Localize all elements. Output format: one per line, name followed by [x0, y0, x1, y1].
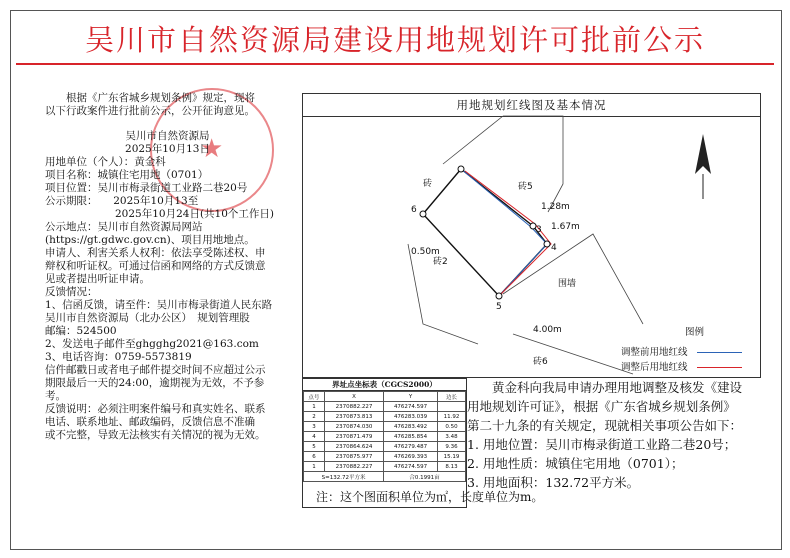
table-cell: 2370875.977	[324, 452, 383, 462]
table-row	[304, 402, 466, 412]
table-row	[304, 462, 466, 472]
table-cell	[438, 402, 466, 412]
issue-date: 2025年10月13日	[125, 143, 210, 155]
table-row	[304, 422, 466, 432]
feedback-line: 邮编：524500	[45, 325, 117, 337]
place-line: 公示地点：吴川市自然资源局网站	[45, 221, 203, 233]
legend-before-label: 调整前用地红线	[621, 347, 688, 358]
table-cell: 1	[304, 402, 325, 412]
neighbor-outline	[443, 116, 503, 164]
table-cell: 476283.492	[384, 422, 438, 432]
table-header: 点号	[304, 392, 325, 402]
remark-line: 或不完整，导致无法核实有关情况的视为无效。	[45, 429, 266, 441]
info-line: 用地规划许可证》，根据《广东省城乡规划条例》	[467, 399, 736, 414]
point-label: 3	[536, 225, 542, 235]
table-cell: 2370874.030	[324, 422, 383, 432]
info-item: 3. 用地面积：132.72平方米。	[467, 475, 640, 490]
table-cell: 476274.597	[384, 402, 438, 412]
feedback-line: 1、信函反馈，请至件：吴川市梅录街道人民东路	[45, 299, 273, 311]
intro-line: 根据《广东省城乡规划条例》规定，现将	[66, 92, 255, 104]
point-marker	[458, 166, 464, 172]
table-header: 边长	[438, 392, 466, 402]
table-title: 界址点坐标表（CGCS2000）	[303, 379, 466, 391]
table-cell: 2370882.227	[324, 402, 383, 412]
table-cell: 476274.597	[384, 462, 438, 472]
north-arrow-icon	[695, 134, 711, 199]
legend-after-swatch	[697, 367, 742, 368]
unit-note-text: 注：这个图面积单位为㎡，长度单位为m。	[316, 490, 544, 504]
project-location: 项目位置：吴川市梅录街道工业路二巷20号	[45, 182, 248, 194]
star-icon: ★	[200, 134, 224, 164]
info-item: 2. 用地性质：城镇住宅用地（0701）；	[467, 456, 684, 471]
table-cell: 8.13	[438, 462, 466, 472]
point-label: 5	[496, 302, 502, 312]
point-label: 4	[551, 243, 557, 253]
feedback-line: 吴川市自然资源局（北办公区） 规划管理股	[45, 312, 250, 324]
project-name: 项目名称：城镇住宅用地（0701）	[45, 169, 209, 181]
feedback-email: 2、发送电子邮件至ghgghg2021@163.com	[45, 338, 259, 350]
table-cell: 476269.393	[384, 452, 438, 462]
legend-before	[621, 344, 742, 358]
neighbor-outline	[503, 116, 563, 212]
table-cell: 11.92	[438, 412, 466, 422]
info-line: 黄金科向我局申请办理用地调整及核发《建设	[492, 380, 743, 395]
wall-label: 围墙	[558, 279, 577, 289]
remark-line: 电话、联系地址、邮政编码，反馈信息不准确	[45, 416, 255, 428]
project-info	[467, 378, 759, 492]
building-label: 砖6	[533, 357, 548, 367]
legend-before-swatch	[697, 352, 742, 353]
table-cell: 3.48	[438, 432, 466, 442]
table-cell: 6	[304, 452, 325, 462]
remark-line: 反馈说明：必须注明案件编号和真实姓名、联系	[45, 403, 266, 415]
table-cell: 5	[304, 442, 325, 452]
table-header: X	[324, 392, 383, 402]
dimension-label: 0.50m	[411, 247, 440, 257]
table-row	[304, 452, 466, 462]
table-cell: 0.50	[438, 422, 466, 432]
title-underline	[16, 63, 774, 65]
unit-note	[302, 488, 759, 506]
feedback-heading: 反馈情况：	[45, 286, 98, 298]
issuing-org: 吴川市自然资源局	[125, 130, 210, 142]
map-title: 用地规划红线图及基本情况	[303, 94, 760, 117]
rights-line: 申请人、利害关系人权利：依法享受陈述权、申	[45, 247, 266, 259]
table-cell: 2370882.227	[324, 462, 383, 472]
table-area-row	[304, 472, 466, 482]
coordinate-grid	[303, 391, 466, 482]
legend-after-label: 调整后用地红线	[621, 362, 688, 373]
table-cell: 15.19	[438, 452, 466, 462]
deadline-line: 考。	[45, 390, 66, 402]
deadline-line: 信件邮戳日或者电子邮件提交时间不应超过公示	[45, 364, 266, 376]
table-header-row	[304, 392, 466, 402]
table-cell: 476279.487	[384, 442, 438, 452]
table-row	[304, 432, 466, 442]
neighbor-outline	[513, 334, 633, 374]
table-cell: 2370873.813	[324, 412, 383, 422]
area-mu: 合0.1991亩	[384, 472, 466, 482]
legend-after	[621, 359, 742, 373]
point-marker	[420, 211, 426, 217]
period-end: 2025年10月24日(共10个工作日)	[115, 208, 274, 220]
info-item: 1. 用地位置：吴川市梅录街道工业路二巷20号；	[467, 437, 737, 452]
dimension-label: 4.00m	[533, 325, 562, 335]
dimension-label: 1.28m	[541, 202, 570, 212]
table-cell: 4	[304, 432, 325, 442]
table-cell: 2370864.624	[324, 442, 383, 452]
table-cell: 476285.854	[384, 432, 438, 442]
table-cell: 476283.039	[384, 412, 438, 422]
left-notice	[45, 92, 290, 442]
legend-title: 图例	[685, 327, 705, 338]
point-marker	[544, 241, 550, 247]
intro-line: 以下行政案件进行批前公示，公开征询意见。	[45, 105, 255, 117]
point-label: 6	[411, 205, 417, 215]
building-label: 砖2	[433, 257, 448, 267]
table-cell: 9.36	[438, 442, 466, 452]
period-start: 公示期限： 2025年10月13至	[45, 195, 199, 207]
table-cell: 2370871.479	[324, 432, 383, 442]
before-line	[461, 169, 547, 296]
table-cell: 3	[304, 422, 325, 432]
table-header: Y	[384, 392, 438, 402]
feedback-phone: 3、电话咨询：0759-5573819	[45, 351, 192, 363]
building-label: 砖	[423, 179, 433, 189]
legend	[649, 324, 704, 338]
building-label: 砖5	[518, 182, 533, 192]
table-row	[304, 412, 466, 422]
deadline-line: 期限最后一天的24:00，逾期视为无效，不予参	[45, 377, 265, 389]
rights-line: 见或者提出听证申请。	[45, 273, 150, 285]
rights-line: 辩权和听证权。可通过信函和网络的方式反馈意	[45, 260, 266, 272]
table-cell: 2	[304, 412, 325, 422]
applicant: 用地单位（个人）：黄金科	[45, 156, 166, 168]
table-row	[304, 442, 466, 452]
table-cell: 1	[304, 462, 325, 472]
dimension-label: 1.67m	[551, 222, 580, 232]
point-marker	[496, 293, 502, 299]
info-line: 第二十九条的有关规定，现就相关事项公告如下：	[467, 418, 743, 433]
site-map	[302, 93, 761, 378]
page-title: 吴川市自然资源局建设用地规划许可批前公示	[84, 23, 705, 57]
place-line: (https://gt.gdwc.gov.cn)、项目用地地点。	[45, 234, 255, 246]
area-total: S=132.72平方米	[304, 472, 384, 482]
